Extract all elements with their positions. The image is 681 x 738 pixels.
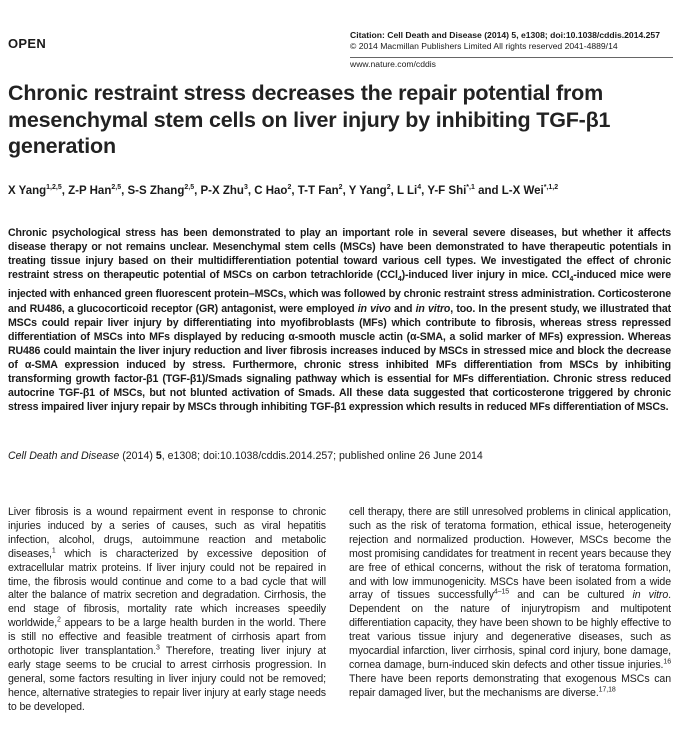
author[interactable]: L-X Wei (501, 184, 544, 197)
author[interactable]: Y-F Shi (427, 184, 467, 197)
abstract: Chronic psychological stress has been demonstrated to play an important role in several severe diseases, but whether it affects disease therapy or not remains unclear. Mesenchymal stem cells (MSCs) have been demonstrated to have therapeutic potentials in treating tissue injury based on their multidifferentiation potential toward various cell types. We investigated the effect of chronic restraint stress on therapeutic potential of MSCs on carbon tetrachloride (CCl$_4$)-induced liver injury in mice. CCl$_4$-induced mice were injected with enhanced green fluorescent protein–MSCs, which was followed by chronic restraint stress administration. Corticosterone and RU486, a glucocorticoid receptor (GR) antagonist, were employed in vivo and in vitro, too. In the present study, we illustrated that MSCs could repair liver injury by differentiating into myofibroblasts (MFs) which contribute to fibrosis, whereas stress repressed differentiation of MSCs into MFs displayed by reducing α-smooth muscle actin (α-SMA, a solid marker of MFs) expression. Whereas RU486 could maintain the liver injury reduction and liver fibrosis increases induced by MSCs in stressed mice and block the decrease of α-SMA expression induced by stress. Furthermore, chronic stress inhibited MFs differentiation from MSCs by inhibiting transforming growth factor-β1 (TGF-β1)/Smads signaling pathway which is essential for MFs differentiation. Chronic stress reduced autocrine TGF-β1 of MSCs, but not blunted activation of Smads. All these data suggested that corticosterone triggered by chronic stress impaired liver injury repair by MSCs through inhibiting TGF-β1 expression which results in reduced MFs differentiation of MSCs. (8, 227, 671, 414)
article-title: Chronic restraint stress decreases the repair potential from mesenchymal stem cells on liver injury by inhibiting TGF-β1 generation (8, 81, 611, 158)
journal-url-link[interactable]: www.nature.com/cddis (350, 59, 436, 69)
citation-line: Citation: Cell Death and Disease (2014) 5, e1308; doi:10.1038/cddis.2014.257 (350, 30, 660, 40)
open-access-label: OPEN (8, 36, 47, 51)
journal-reference-line: Cell Death and Disease (2014) 5, e1308; doi:10.1038/cddis.2014.257; published online 26 June 2014 (8, 450, 483, 462)
reference-link[interactable]: 16 (663, 658, 671, 666)
author[interactable]: X Yang (8, 184, 47, 197)
author[interactable]: T-T Fan (297, 184, 339, 197)
author[interactable]: Z-P Han (68, 184, 112, 197)
reference-link[interactable]: 2 (57, 616, 61, 624)
author[interactable]: S-S Zhang (127, 184, 185, 197)
authors-connector: and (478, 184, 499, 197)
reference-link[interactable]: 3 (155, 644, 160, 652)
reference-link[interactable]: 1 (51, 547, 56, 555)
body-column-left: Liver fibrosis is a wound repairment event in response to chronic injuries induced by a series of causes, such as viral hepatitis infection, alcohol, drugs, autoimmune reaction and metabolic diseases,$^1$ which is characterized by excessive deposition of extracellular matrix proteins. If liver injury could not be repaired in time, the fibrosis would continue and come to a bad cycle that will alter the balance of matrix secretion and degradation. Cirrhosis, the end stage of fibrosis, mortality rate which increases speedily worldwide,$^2$ appears to be a large health burden in the world. There is still no effective and feasible treatment of cirrhosis apart from orthotopic liver transplantation.$^3$ Therefore, treating liver injury at early stage seems to be crucial to arrest cirrhosis progression. In general, some factors resulting in liver injury could not be removed; hence, alternative strategies to repair liver injury at early stage needs to be developed. (8, 506, 326, 713)
reference-link[interactable]: 17,18 (598, 686, 616, 694)
copyright-line: © 2014 Macmillan Publishers Limited All rights reserved 2041-4889/14 (350, 41, 618, 51)
body-column-right: cell therapy, there are still unresolved problems in clinical application, such as the risk of teratoma formation, ethical issue, heterogeneity rejection and normalized production. However, MSCs become the most promising candidates for treatment in recent years because they are free of ethical concerns, without the risk of teratoma formation, and with low immunogenicity. MSCs have been isolated from a wide array of tissues successfully$^{4-15}$ and can be cultured in vitro. Dependent on the nature of injurytropism and multipotent differentiation capacity, they have been shown to be highly effective to treat various tissue injury and degenerative diseases, such as myocardial infarction, liver cirrhosis, spinal cord injury, bone damage, cornea damage, burn-induced skin defects and other tissue injuries.$^{16}$ There have been reports demonstrating that exogenous MSCs can repair damaged liver, but the mechanisms are diverse.$^{17,18}$ (349, 506, 671, 699)
author[interactable]: C Hao (254, 184, 288, 197)
author[interactable]: L Li (396, 184, 418, 197)
citation-block (350, 30, 660, 52)
author[interactable]: P-X Zhu (200, 184, 244, 197)
header-divider (350, 57, 673, 58)
author[interactable]: Y Yang (348, 184, 387, 197)
reference-link[interactable]: 4–15 (493, 588, 510, 596)
author-list: X Yang$^{1,2,5}$, Z-P Han$^{2,5}$, S-S Zhang$^{2,5}$, P-X Zhu$^3$, C Hao$^2$, T-T Fan$^2$, Y Yang$^2$, L Li$^4$, Y-F Shi$^{*,1}$ and L-X Wei$^{*,1,2}$ (8, 184, 559, 197)
